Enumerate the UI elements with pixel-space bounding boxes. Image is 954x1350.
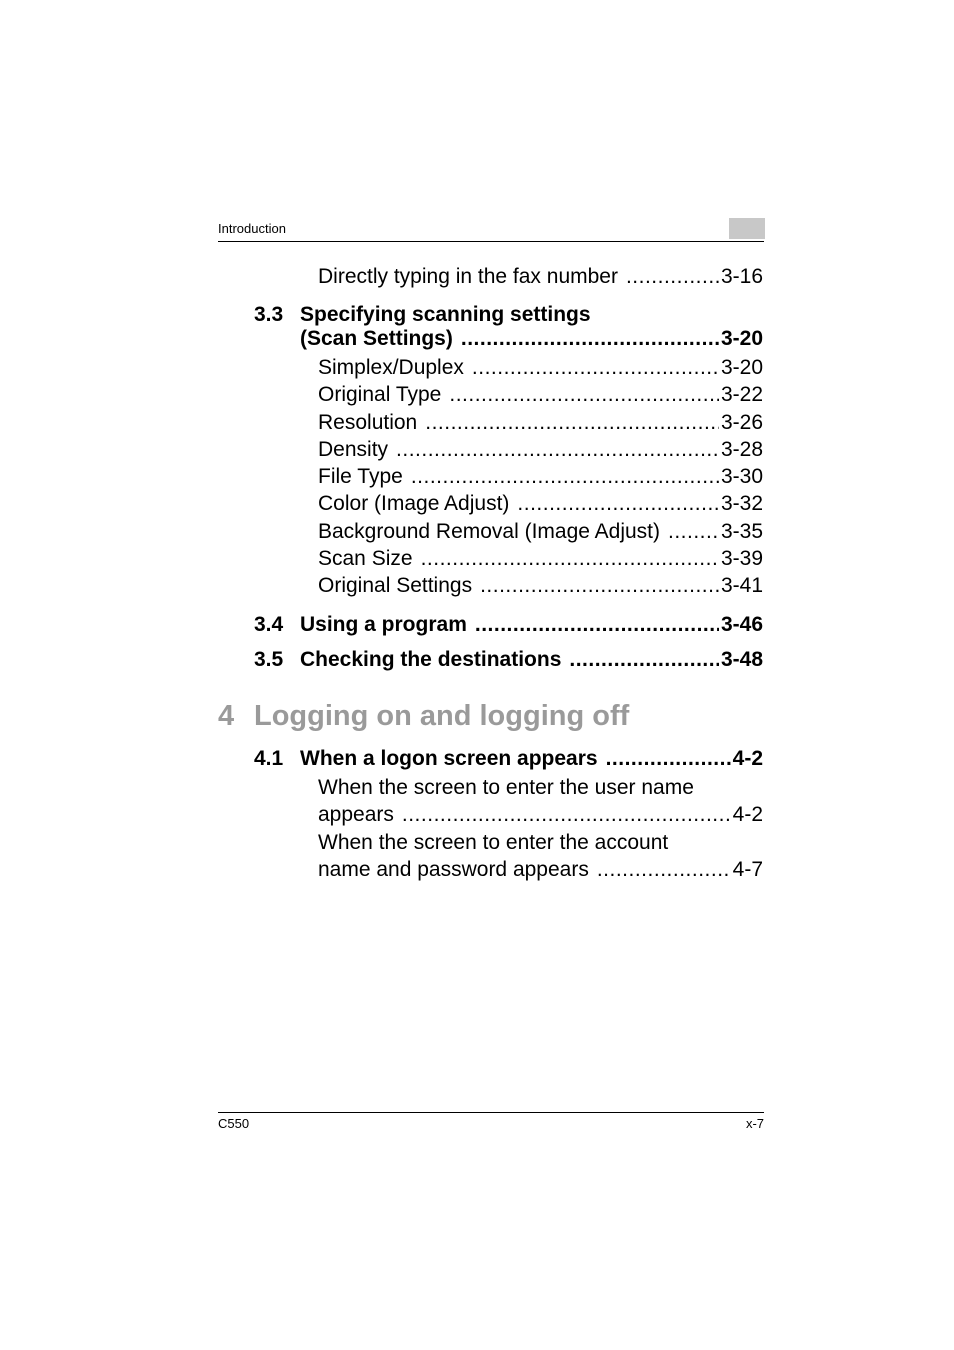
footer-divider bbox=[218, 1112, 764, 1113]
model-name: C550 bbox=[218, 1116, 250, 1131]
toc-entry-line1: When the screen to enter the user name bbox=[318, 776, 694, 799]
toc-section-3-4[interactable]: Using a program ..... 3-46 bbox=[300, 612, 763, 638]
chapter-title: Logging on and logging off bbox=[254, 700, 630, 732]
toc-section-4-1[interactable]: When a logon screen appears ..... 4-2 bbox=[300, 746, 763, 772]
running-header: Introduction bbox=[218, 221, 286, 236]
toc-entry-fax-number[interactable]: Directly typing in the fax number ..... 3-16 bbox=[318, 264, 763, 290]
section-number: 3.3 bbox=[254, 303, 284, 326]
toc-entry-file-type[interactable]: File Type ..... 3-30 bbox=[318, 464, 763, 490]
toc-section-3-5[interactable]: Checking the destinations ..... 3-48 bbox=[300, 647, 763, 673]
section-number: 4.1 bbox=[254, 747, 284, 770]
toc-entry-line1: When the screen to enter the account bbox=[318, 831, 669, 854]
section-title-line1: Specifying scanning settings bbox=[300, 303, 591, 326]
toc-entry-user-name[interactable]: appears ..... 4-2 bbox=[318, 802, 763, 828]
header-divider bbox=[218, 241, 764, 242]
toc-entry-simplex-duplex[interactable]: Simplex/Duplex ..... 3-20 bbox=[318, 355, 763, 381]
header-tab-marker bbox=[729, 218, 765, 239]
section-number: 3.5 bbox=[254, 648, 284, 671]
page-number: x-7 bbox=[745, 1116, 764, 1131]
toc-entry-original-settings[interactable]: Original Settings ..... 3-41 bbox=[318, 573, 763, 599]
toc-entry-resolution[interactable]: Resolution ..... 3-26 bbox=[318, 410, 763, 436]
toc-entry-color[interactable]: Color (Image Adjust) ..... 3-32 bbox=[318, 491, 763, 517]
toc-entry-original-type[interactable]: Original Type ..... 3-22 bbox=[318, 382, 763, 408]
toc-entry-account-password[interactable]: name and password appears ..... 4-7 bbox=[318, 857, 763, 883]
toc-entry-density[interactable]: Density ..... 3-28 bbox=[318, 437, 763, 463]
section-number: 3.4 bbox=[254, 613, 284, 636]
toc-section-3-3[interactable]: (Scan Settings) ..... 3-20 bbox=[300, 326, 763, 352]
toc-entry-background-removal[interactable]: Background Removal (Image Adjust) ..... 3-35 bbox=[318, 519, 763, 545]
toc-entry-scan-size[interactable]: Scan Size ..... 3-39 bbox=[318, 546, 763, 572]
chapter-number: 4 bbox=[218, 700, 235, 732]
